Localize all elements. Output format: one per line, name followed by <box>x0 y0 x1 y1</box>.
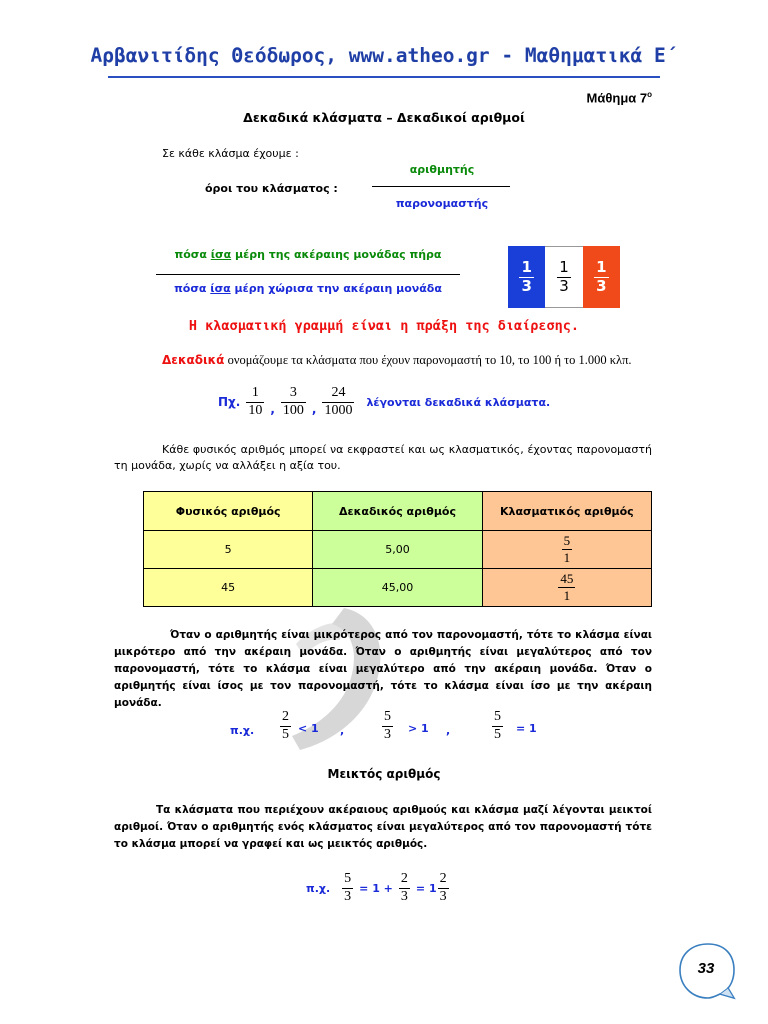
mixed-fraction-1 <box>342 872 353 904</box>
mixed-fraction-2-num: 2 <box>399 872 410 889</box>
cell-natural: 45 <box>144 569 313 607</box>
decimal-fraction-3 <box>322 386 354 418</box>
definition-top <box>156 248 460 261</box>
cell-fraction-den: 1 <box>563 550 571 565</box>
decimals-separator-1: , <box>270 402 275 417</box>
decimals-example <box>218 386 550 418</box>
decimal-fraction-3-den: 1000 <box>324 402 353 418</box>
mixed-fraction-2-den: 3 <box>400 888 408 904</box>
mixed-example <box>306 872 449 904</box>
cell-decimal: 45,00 <box>313 569 482 607</box>
decimals-term: Δεκαδικά <box>162 353 225 367</box>
decimal-fraction-2-num: 3 <box>281 386 306 403</box>
decimals-example-prefix: Πχ. <box>218 395 241 410</box>
numerator-label: αριθμητής <box>409 163 475 176</box>
terms-fraction-line <box>372 186 510 187</box>
flag-fraction-right <box>594 257 608 295</box>
definition-top-suffix: μέρη της ακέραιης μονάδας πήρα <box>231 248 442 261</box>
cell-fraction-num: 45 <box>560 571 574 587</box>
table-header-row <box>144 492 652 531</box>
flag-fraction-right-den: 3 <box>596 276 607 295</box>
cell-natural: 5 <box>144 531 313 569</box>
flag-fraction-right-num: 1 <box>596 257 607 276</box>
definition-bottom-underlined: ίσα <box>210 282 231 295</box>
flag-fraction-left <box>519 257 533 295</box>
mixed-equals-2: = 1 <box>415 881 437 895</box>
comparison-fraction-3 <box>492 710 503 742</box>
cell-fraction-value <box>562 534 573 564</box>
intro-text: Σε κάθε κλάσμα έχουμε : <box>162 147 299 160</box>
mixed-equals-1: = 1 + <box>359 881 393 895</box>
definition-fraction-line <box>156 274 460 275</box>
flag-band-left <box>508 246 545 308</box>
denominator-label <box>374 197 510 210</box>
decimal-fraction-3-num: 24 <box>322 386 354 403</box>
comparison-fraction-1 <box>280 710 291 742</box>
comparison-relation-3: = 1 <box>516 722 537 735</box>
comparison-relation-1: < 1 <box>298 722 319 735</box>
page-number-badge <box>676 940 736 1000</box>
mixed-paragraph: Τα κλάσματα που περιέχουν ακέραιους αριθμούς και κλάσμα μαζί λέγονται μεικτοί αριθμοί. Όταν ο αριθμητής ενός κλάσματος είναι μεγαλύτερος από τον παρονομαστή τότε το κλάσμα μπορεί να γραφεί και ως μεικτός αριθμός. <box>114 804 652 850</box>
cell-fraction-den: 1 <box>563 588 571 603</box>
cell-fraction <box>482 531 651 569</box>
decimals-example-suffix: λέγονται δεκαδικά κλάσματα. <box>366 395 551 409</box>
cell-decimal: 5,00 <box>313 531 482 569</box>
flag-fraction-middle-den: 3 <box>559 276 569 295</box>
page-number: 33 <box>697 960 715 977</box>
mixed-fraction-2 <box>399 872 410 904</box>
lesson-sup: ο <box>647 90 652 99</box>
cell-fraction <box>482 569 651 607</box>
table-row <box>144 531 652 569</box>
comparison-fraction-1-num: 2 <box>280 710 291 727</box>
decimals-paragraph <box>114 352 652 369</box>
definition-bottom <box>156 282 460 295</box>
tricolor-flag <box>508 246 620 308</box>
comparison-fraction-2 <box>382 710 393 742</box>
decimals-separator-2: , <box>311 402 317 417</box>
definition-top-underlined: ίσα <box>210 248 232 261</box>
decimals-text: ονομάζουμε τα κλάσματα που έχουν παρονομαστή το 10, το 100 ή το 1.000 κλπ. <box>224 353 632 367</box>
mixed-fraction-1-num: 5 <box>342 872 353 889</box>
comparison-fraction-3-num: 5 <box>492 710 503 727</box>
header-title: Αρβανιτίδης Θεόδωρος, www.atheo.gr - Μαθηματικά Ε΄ <box>90 44 678 67</box>
comparison-fraction-1-den: 5 <box>282 726 289 742</box>
mixed-example-prefix: π.χ. <box>306 881 331 895</box>
flag-fraction-middle-num: 1 <box>559 257 569 276</box>
flag-fraction-middle <box>557 257 571 295</box>
mixed-fraction-3-num: 2 <box>438 872 449 889</box>
natural-numbers-paragraph: Κάθε φυσικός αριθμός μπορεί να εκφραστεί και ως κλασματικός, έχοντας παρονομαστή τη μονάδα, χωρίς να αλλάξει η αξία του. <box>114 443 652 472</box>
cell-fraction-num: 5 <box>563 533 571 549</box>
denominator-text: παρονομαστής <box>395 197 489 210</box>
decimal-fraction-1-den: 10 <box>248 402 263 418</box>
comparison-fraction-2-num: 5 <box>382 710 393 727</box>
flag-band-right <box>583 246 620 308</box>
definition-top-prefix: πόσα <box>174 248 211 261</box>
division-statement: Η κλασματική γραμμή είναι η πράξη της διαίρεσης. <box>188 318 580 334</box>
decimal-fraction-2 <box>281 386 306 418</box>
comparison-fraction-3-den: 5 <box>494 726 501 742</box>
flag-band-middle <box>545 246 582 308</box>
numbers-table <box>143 491 652 607</box>
mixed-fraction-1-den: 3 <box>344 888 352 904</box>
comparison-example-prefix: π.χ. <box>230 724 255 737</box>
decimal-fraction-1-num: 1 <box>246 386 264 403</box>
definition-bottom-suffix: μέρη χώρισα την ακέραιη μονάδα <box>230 282 442 295</box>
flag-fraction-left-num: 1 <box>521 257 532 276</box>
decimal-fraction-1 <box>246 386 264 418</box>
comparison-separator-2: , <box>446 724 451 737</box>
mixed-fraction-3-den: 3 <box>439 888 447 904</box>
terms-label: όροι του κλάσματος : <box>205 182 338 195</box>
comparison-example <box>230 710 560 750</box>
decimal-fraction-2-den: 100 <box>282 402 304 418</box>
comparison-relation-2: > 1 <box>408 722 429 735</box>
comparison-fraction-2-den: 3 <box>384 726 391 742</box>
header-natural: Φυσικός αριθμός <box>144 492 313 531</box>
header-decimal: Δεκαδικός αριθμός <box>313 492 482 531</box>
lesson-text: Μάθημα 7 <box>586 90 648 106</box>
comparison-paragraph: Όταν ο αριθμητής είναι μικρότερος από τον παρονομαστή, τότε το κλάσμα είναι μικρότερο από την ακέραιη μονάδα. Όταν ο αριθμητής είναι μεγαλύτερος από τον παρονομαστή, τότε το κλάσμα είναι μεγαλύτερο από την ακέραιη μονάδα. Όταν ο αριθμητής είναι ίσος με τον παρονομαστή, τότε το κλάσμα είναι ίσο με την ακέραιη μονάδα. <box>114 629 652 709</box>
page-title: Δεκαδικά κλάσματα – Δεκαδικοί αριθμοί <box>243 110 525 125</box>
mixed-fraction-3 <box>438 872 449 904</box>
definition-bottom-prefix: πόσα <box>174 282 211 295</box>
lesson-label <box>587 90 652 105</box>
header-fraction: Κλασματικός αριθμός <box>482 492 651 531</box>
comparison-separator-1: , <box>340 724 345 737</box>
header-divider <box>108 76 660 78</box>
table-row <box>144 569 652 607</box>
mixed-heading: Μεικτός αριθμός <box>327 767 441 781</box>
cell-fraction-value <box>558 572 575 602</box>
flag-fraction-left-den: 3 <box>521 276 532 295</box>
